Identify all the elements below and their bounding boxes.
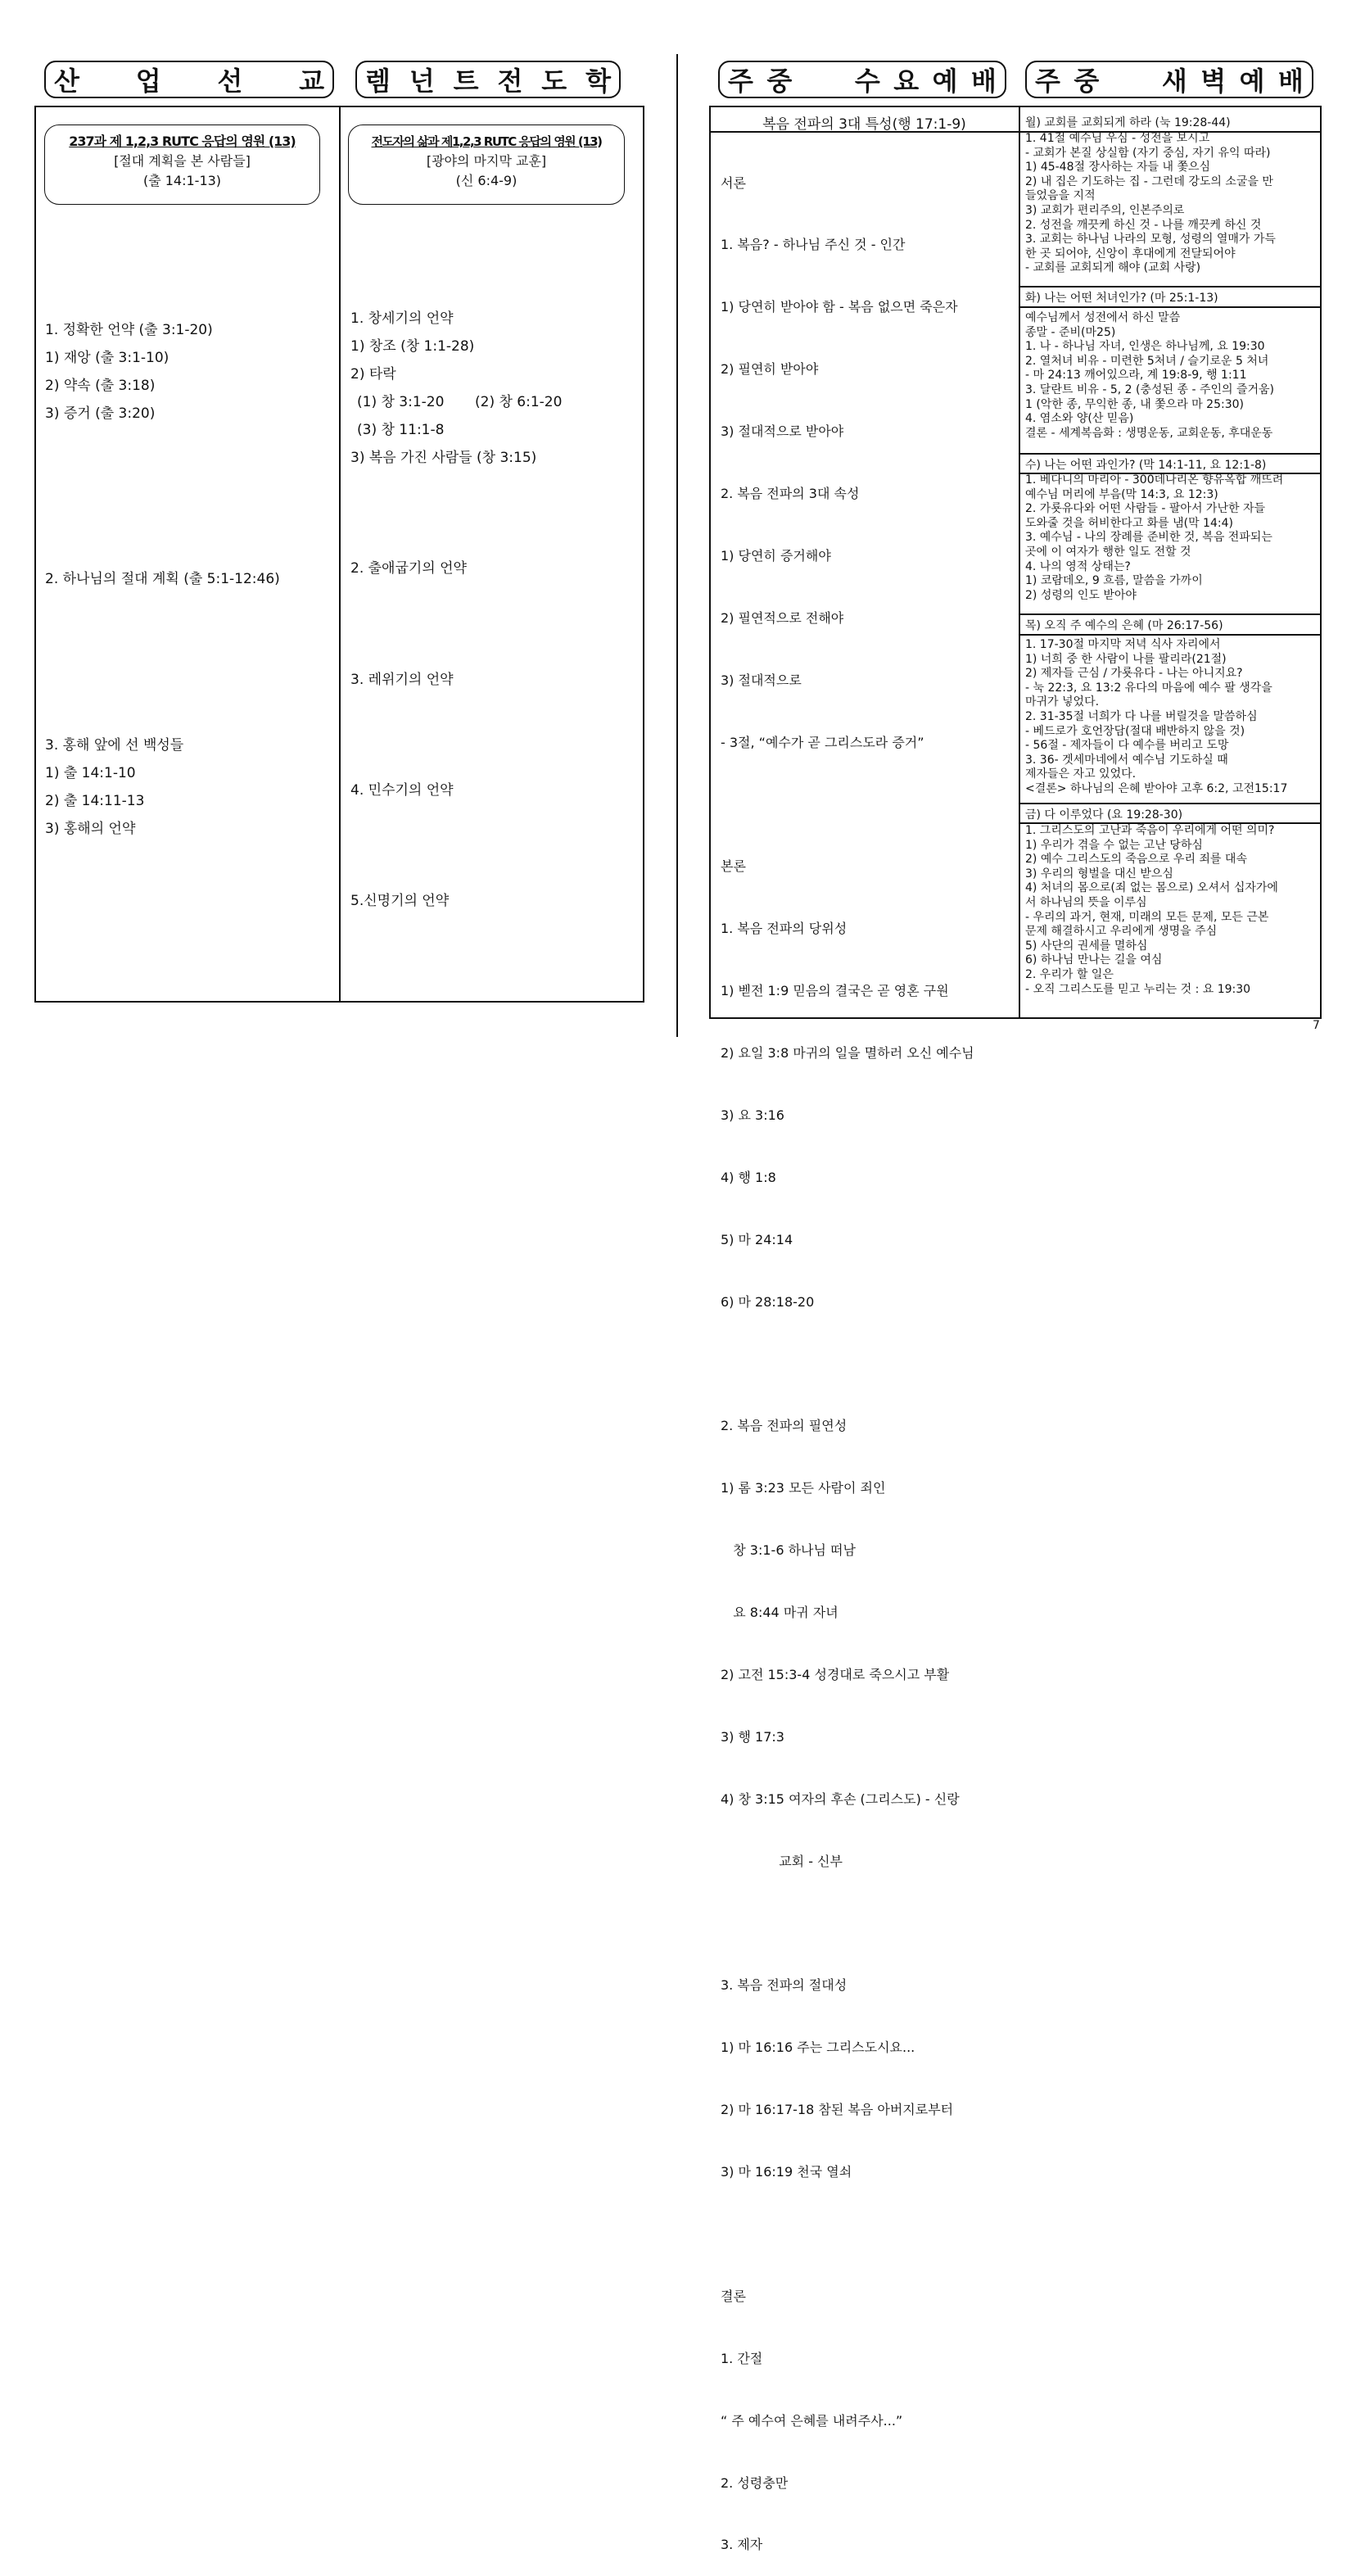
col3-title: 복음 전파의 3대 특성(행 17:1-9) [762, 116, 966, 133]
col4-line: 1) 코람데오, 9 흐름, 말씀을 가까이 [1025, 574, 1203, 588]
col4-line: 결론 - 세계복음화 : 생명운동, 교회운동, 후대운동 [1025, 426, 1273, 440]
col4-line: 1. 그리스도의 고난과 죽음이 우리에게 어떤 의미? [1025, 824, 1275, 837]
col2-item: 3. 레위기의 언약 [350, 672, 454, 688]
col3-body [721, 131, 1015, 2576]
col4-line: 2) 제자들 근심 / 가룟유다 - 나는 아니지요? [1025, 667, 1243, 681]
col4-rule [1019, 286, 1322, 287]
col4-line: - 눅 22:3, 요 13:2 유다의 마음에 예수 팔 생각을 [1025, 681, 1272, 695]
header-char: 배 [971, 66, 997, 97]
header-char: 트 [453, 66, 479, 97]
col2-title: 전도자의 삶과 제1,2,3 RUTC 응답의 영원 (13) [371, 134, 602, 149]
right-column-divider [1019, 106, 1020, 1019]
header-char: 넌 [409, 66, 435, 97]
col4-line: 2. 우리가 할 일은 [1025, 967, 1114, 981]
col3-line: 1. 복음 전파의 당위성 [721, 921, 848, 937]
col4-line: 6) 하나님 만나는 길을 여심 [1025, 953, 1163, 967]
col4-line: - 마 24:13 깨어있으라, 계 19:8-9, 행 1:11 [1025, 369, 1247, 383]
col4-section-thu [1025, 638, 1287, 797]
col2-title-box [348, 124, 625, 205]
header-char: 예 [932, 66, 958, 97]
col2-item: (3) 창 11:1-8 [357, 422, 445, 438]
col4-section-title-tue: 화) 나는 어떤 처녀인가? (마 25:1-13) [1025, 292, 1218, 305]
header-char: 학 [585, 66, 611, 97]
col4-line: - 우리의 과거, 현재, 미래의 모든 문제, 모든 근본 [1025, 910, 1269, 924]
col3-line: 2) 마 16:17-18 참된 복음 아버지로부터 [721, 2102, 954, 2118]
col4-line: 1) 45-48절 장사하는 자들 내 쫓으심 [1025, 161, 1211, 174]
col3-line: 4) 행 1:8 [721, 1169, 776, 1185]
col4-line: 2) 내 집은 기도하는 집 - 그런데 강도의 소굴을 만 [1025, 174, 1273, 188]
col3-line: 5) 마 24:14 [721, 1231, 793, 1247]
col4-line: 2. 가룟유다와 어떤 사람들 - 팔아서 가난한 자들 [1025, 502, 1265, 516]
col4-line: 2. 열처녀 비유 - 미련한 5처녀 / 슬기로운 5 처녀 [1025, 354, 1269, 368]
col3-line: 2) 요일 3:8 마귀의 일을 멸하러 오신 예수님 [721, 1045, 974, 1062]
col3-line: 3) 행 17:3 [721, 1728, 784, 1745]
col3-line: 결론 [721, 2288, 746, 2304]
col1-item: 1) 출 14:1-10 [45, 765, 136, 781]
col4-line: 1. 41절 예수님 우심 - 성전을 보시고 [1025, 132, 1210, 145]
col1-title: 237과 제 1,2,3 RUTC 응답의 영원 (13) [69, 134, 296, 149]
col3-line: 3) 마 16:19 천국 열쇠 [721, 2164, 852, 2180]
col3-line: 1) 벧전 1:9 믿음의 결국은 곧 영혼 구원 [721, 983, 949, 999]
page-number: 7 [1313, 1019, 1320, 1032]
col2-item: 1) 창조 (창 1:1-28) [350, 338, 475, 355]
col4-section-title-wed: 수) 나는 어떤 과인가? (막 14:1-11, 요 12:1-8) [1025, 459, 1267, 472]
col4-line: - 56절 - 제자들이 다 예수를 버리고 도망 [1025, 739, 1229, 753]
col4-line: 2) 성령의 인도 받아야 [1025, 588, 1137, 602]
col4-line: 들었음을 지적 [1025, 189, 1096, 203]
col4-line: 4) 처녀의 몸으로(죄 없는 몸으로) 오셔서 십자가에 [1025, 881, 1278, 895]
col4-line: 1. 나 - 하나님 자녀, 인생은 하나님께, 요 19:30 [1025, 340, 1265, 354]
col3-line: 2) 고전 15:3-4 성경대로 죽으시고 부활 [721, 1666, 950, 1682]
col4-line: 4. 나의 영적 상태는? [1025, 559, 1131, 573]
col3-line: 3. 복음 전파의 절대성 [721, 1977, 848, 1994]
col2-item: (1) 창 3:1-20 [357, 394, 445, 410]
header-char: 요 [893, 66, 920, 97]
col4-line: 1. 베다니의 마리아 - 300데나리온 향유옥합 깨뜨려 [1025, 473, 1284, 487]
header-char: 새 [1161, 66, 1187, 97]
col4-line: 곳에 이 여자가 행한 일도 전할 것 [1025, 545, 1191, 559]
col1-title-box [44, 124, 320, 205]
col3-line [721, 795, 1015, 815]
col2-item: 4. 민수기의 언약 [350, 782, 454, 799]
header-char: 전 [497, 66, 523, 97]
header-char: 렘 [365, 66, 391, 97]
col4-line: 3. 예수님 - 나의 장례를 준비한 것, 복음 전파되는 [1025, 531, 1272, 545]
page-divider [676, 54, 678, 1037]
col4-section-tue [1025, 311, 1274, 441]
header-char: 도 [541, 66, 567, 97]
col3-line: 2) 필연적으로 전해야 [721, 609, 844, 626]
col3-line: 1) 롬 3:23 모든 사람이 죄인 [721, 1480, 886, 1496]
col2-item: 3) 복음 가진 사람들 (창 3:15) [350, 450, 537, 466]
col3-line: 1) 마 16:16 주는 그리스도시요... [721, 2040, 915, 2056]
col3-line: “ 주 예수여 은혜를 내려주사...” [721, 2412, 903, 2429]
col4-rule [1019, 453, 1322, 455]
col2-subtitle: [광야의 마지막 교훈] [426, 153, 547, 169]
col2-item: 5.신명기의 언약 [350, 893, 450, 909]
col4-section-fri [1025, 824, 1278, 997]
header-char: 중 [766, 66, 793, 97]
col1-item: 1) 재앙 (출 3:1-10) [45, 350, 170, 366]
col4-line: 3) 교회가 편리주의, 인본주의로 [1025, 203, 1185, 217]
header-remnant-evangelism [355, 61, 621, 98]
col4-line: 종말 - 준비(마25) [1025, 325, 1116, 339]
col2-item: 1. 창세기의 언약 [350, 310, 454, 327]
header-char: 업 [135, 66, 161, 97]
col4-line: 3. 교회는 하나님 나라의 모형, 성령의 열매가 가득 [1025, 233, 1276, 247]
col4-line: 제자들은 자고 있었다. [1025, 767, 1137, 781]
col4-rule [1019, 613, 1322, 615]
header-char: 교 [299, 66, 324, 97]
col2-item: 2) 타락 [350, 366, 396, 383]
col3-line [721, 1913, 1015, 1934]
col4-line: 1 (악한 종, 무익한 종, 내 쫓으라 마 25:30) [1025, 397, 1244, 411]
col4-rule [1019, 306, 1322, 308]
col4-line: - 교회가 본질 상실함 (자기 중심, 자기 유익 따라) [1025, 146, 1271, 160]
col4-section-title-mon: 월) 교회를 교회되게 하라 (눅 19:28-44) [1025, 116, 1231, 129]
col4-line: 1) 우리가 겪을 수 없는 고난 당하심 [1025, 838, 1203, 852]
col4-line: 한 곳 되어야, 신앙이 후대에게 전달되어야 [1025, 247, 1236, 260]
col3-line: 1. 간절 [721, 2350, 763, 2366]
col2-reference: (신 6:4-9) [455, 173, 518, 188]
col3-line: 3) 절대적으로 [721, 672, 802, 688]
col4-line: 도와줄 것을 허비한다고 화를 냄(막 14:4) [1025, 516, 1233, 530]
col1-item: 3) 홍해의 언약 [45, 821, 136, 837]
col4-line: 2. 성전을 깨끗케 하신 것 - 나를 깨끗케 하신 것 [1025, 218, 1262, 232]
col4-line: - 베드로가 호언장담(절대 배반하지 않을 것) [1025, 724, 1245, 738]
col3-line [721, 2224, 1015, 2244]
header-char: 벽 [1200, 66, 1227, 97]
header-char: 주 [728, 66, 753, 97]
col1-item: 1. 정확한 언약 (출 3:1-20) [45, 322, 213, 338]
left-column-divider [339, 106, 341, 1003]
col3-line [721, 1354, 1015, 1374]
col3-line: 1. 복음? - 하나님 주신 것 - 인간 [721, 237, 906, 253]
col4-line: 문제 해결하시고 우리에게 생명을 주심 [1025, 925, 1218, 939]
col4-line: 5) 사단의 권세를 멸하심 [1025, 939, 1148, 953]
col1-item: 3) 증거 (출 3:20) [45, 405, 156, 422]
col4-rule [1019, 634, 1322, 636]
col4-line: 2) 예수 그리스도의 죽음으로 우리 죄를 대속 [1025, 853, 1247, 867]
col3-line: 교회 - 신부 [721, 1853, 843, 1869]
col3-line: - 3절, “예수가 곧 그리스도라 증거” [721, 734, 924, 750]
col4-line: 3) 우리의 형벌을 대신 받으심 [1025, 867, 1173, 881]
col3-line: 2. 복음 전파의 3대 속성 [721, 486, 860, 502]
col4-line: 2. 31-35절 너희가 다 나를 버릴것을 말씀하심 [1025, 709, 1258, 723]
header-char: 주 [1035, 66, 1060, 97]
col3-line: 2. 성령충만 [721, 2474, 789, 2491]
header-char: 선 [217, 66, 243, 97]
col3-line: 창 3:1-6 하나님 떠남 [721, 1542, 856, 1559]
col3-line: 2) 필연히 받아야 [721, 361, 819, 378]
header-char: 산 [54, 66, 79, 97]
header-char: 예 [1239, 66, 1265, 97]
col4-line: 3. 달란트 비유 - 5, 2 (충성된 종 - 주인의 즐거움) [1025, 383, 1275, 396]
col1-subtitle: [절대 계획을 본 사람들] [114, 153, 251, 169]
col4-section-title-fri: 금) 다 이루었다 (요 19:28-30) [1025, 808, 1183, 822]
col4-section-title-thu: 목) 오직 주 예수의 은혜 (마 26:17-56) [1025, 619, 1223, 632]
col4-section-wed [1025, 473, 1283, 603]
col3-line: 2. 복음 전파의 필연성 [721, 1418, 848, 1434]
col3-line: 3) 요 3:16 [721, 1107, 784, 1123]
col1-item: 2) 출 14:11-13 [45, 793, 145, 809]
col4-line: 마귀가 넣었다. [1025, 695, 1100, 709]
col3-line: 6) 마 28:18-20 [721, 1293, 815, 1310]
col3-line: 본론 [721, 858, 746, 875]
col4-line: 예수님께서 성전에서 하신 말씀 [1025, 311, 1181, 324]
col4-rule [1019, 803, 1322, 804]
col2-item: (2) 창 6:1-20 [475, 394, 563, 410]
col3-line: 요 8:44 마귀 자녀 [721, 1605, 838, 1621]
col3-line: 1) 당연히 받아야 함 - 복음 없으면 죽은자 [721, 299, 958, 315]
col4-section-mon [1025, 132, 1276, 276]
col1-item: 2. 하나님의 절대 계획 (출 5:1-12:46) [45, 571, 280, 587]
col1-item: 2) 약속 (출 3:18) [45, 378, 156, 394]
col2-item: 2. 출애굽기의 언약 [350, 560, 467, 577]
col1-reference: (출 14:1-13) [142, 173, 222, 188]
col3-line: 1) 당연히 증거해야 [721, 547, 831, 564]
col4-line: - 오직 그리스도를 믿고 누리는 것 : 요 19:30 [1025, 982, 1251, 996]
header-wednesday-service [718, 61, 1006, 98]
col3-line: 3. 제자 [721, 2537, 763, 2553]
col1-item: 3. 홍해 앞에 선 백성들 [45, 737, 184, 754]
col4-line: 예수님 머리에 부음(막 14:3, 요 12:3) [1025, 487, 1218, 501]
col4-line: - 교회를 교회되게 해야 (교회 사랑) [1025, 261, 1201, 275]
col3-line: 3) 절대적으로 받아야 [721, 423, 844, 440]
col4-line: 1) 너희 중 한 사람이 나를 팔리라(21절) [1025, 652, 1227, 666]
header-industrial-mission [44, 61, 334, 98]
header-dawn-service [1025, 61, 1313, 98]
col4-line: 서 하나님의 뜻을 이루심 [1025, 895, 1147, 909]
header-char: 배 [1278, 66, 1304, 97]
col4-line: 3. 36- 겟세마네에서 예수님 기도하실 때 [1025, 753, 1228, 767]
col4-line: 4. 염소와 양(산 믿음) [1025, 412, 1134, 426]
header-char: 중 [1074, 66, 1100, 97]
header-char: 수 [854, 66, 880, 97]
col3-line: 서론 [721, 174, 746, 191]
col4-line: <결론> 하나님의 은혜 받아야 고후 6:2, 고전15:17 [1025, 781, 1288, 795]
col4-line: 1. 17-30절 마지막 저녁 식사 자리에서 [1025, 638, 1221, 651]
col3-line: 4) 창 3:15 여자의 후손 (그리스도) - 신랑 [721, 1791, 960, 1807]
